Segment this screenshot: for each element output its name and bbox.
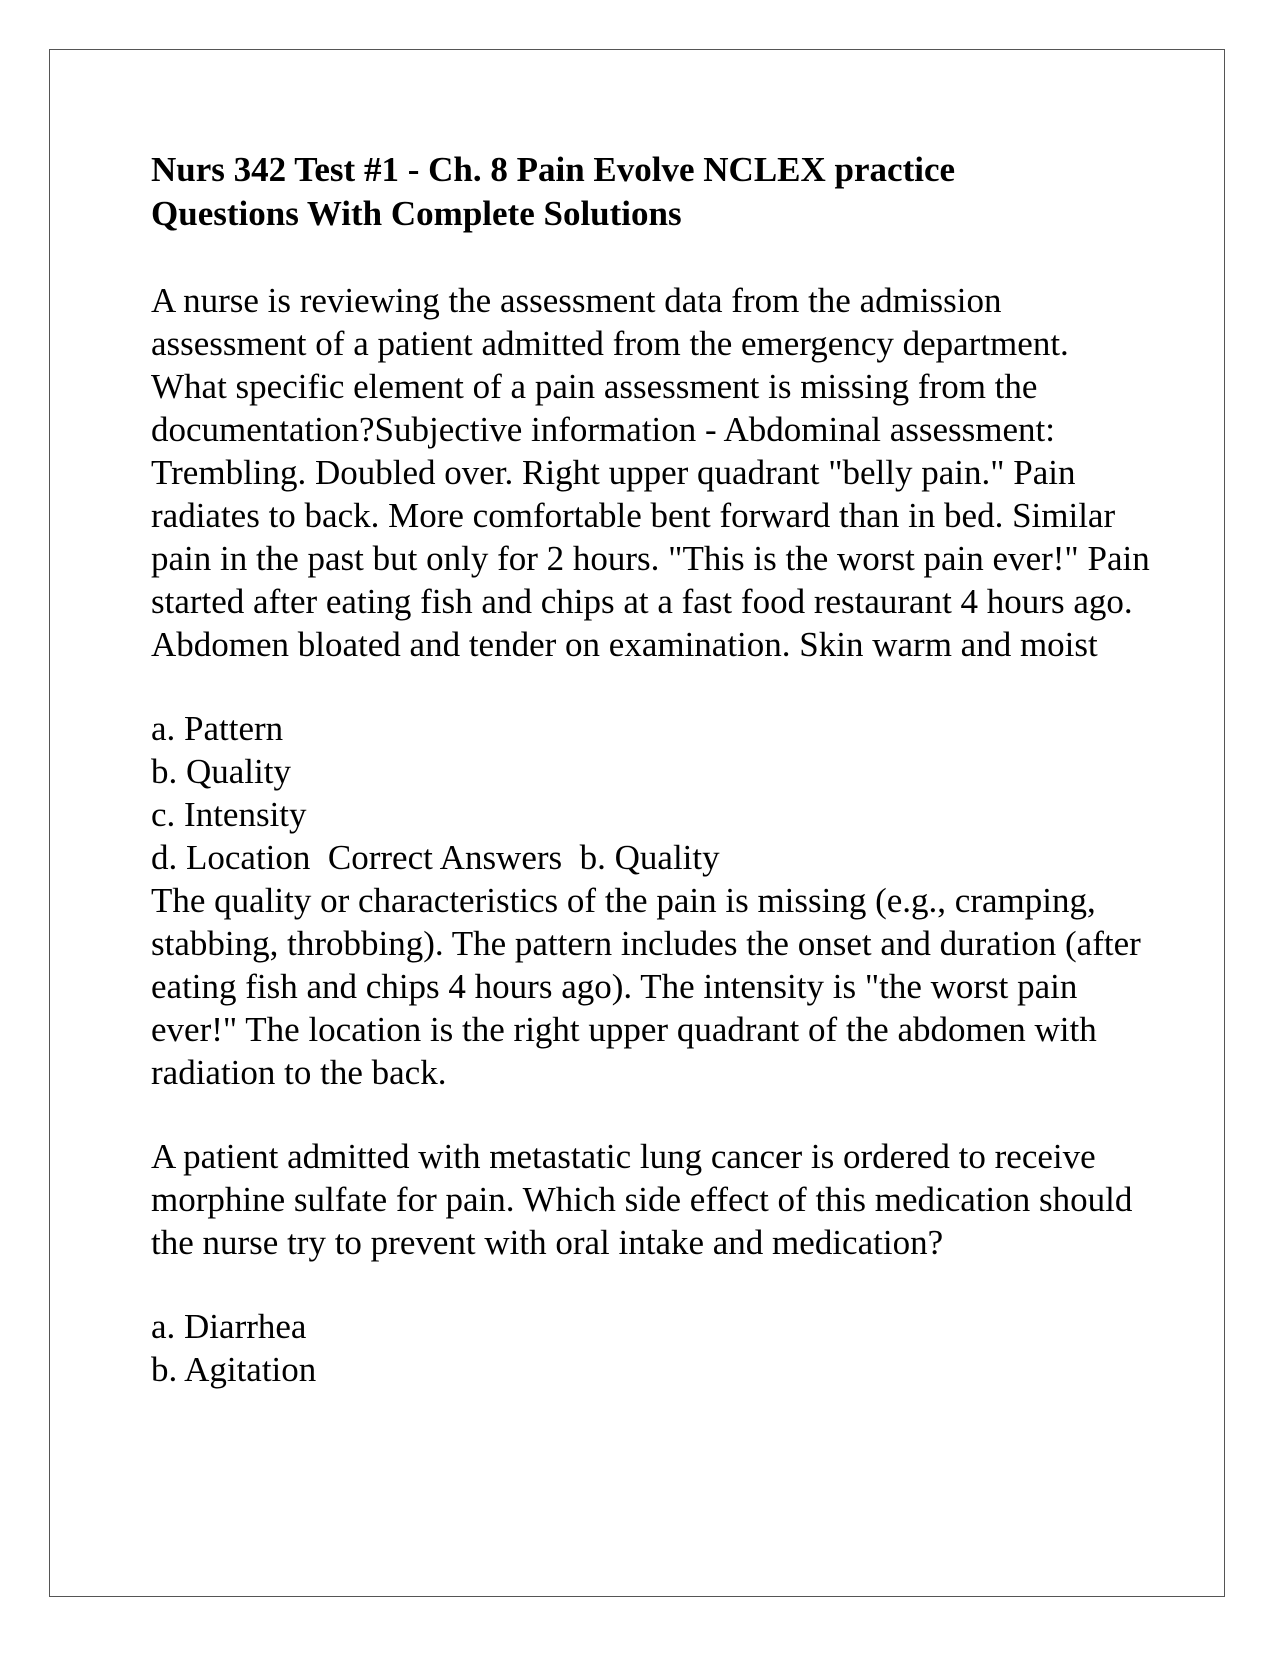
document-title-line-2: Questions With Complete Solutions — [151, 194, 682, 233]
document-title-line-1: Nurs 342 Test #1 - Ch. 8 Pain Evolve NCLEX practice — [151, 150, 956, 189]
question-1-rationale: The quality or characteristics of the pain is missing (e.g., cramping, stabbing, throbbing). The pattern includes the onset and duration (after eating fish and chips 4 hours ago). The intensity is "the worst pain ever!" The location is the right upper quadrant of the abdomen with radiation to the back. — [151, 881, 1141, 1092]
question-2-options — [151, 1305, 1151, 1391]
question-1-option-a: a. Pattern — [151, 709, 284, 748]
question-1-option-b: b. Quality — [151, 752, 291, 791]
document-title — [151, 148, 1151, 236]
question-1-option-c: c. Intensity — [151, 795, 307, 834]
question-1-stem: A nurse is reviewing the assessment data from the admission assessment of a patient admitted from the emergency department. What specific element of a pain assessment is missing from the documentation?Subjective information - Abdominal assessment: Trembling. Doubled over. Right upper quadrant "belly pain." Pain radiates to back. More comfortable bent forward than in bed. Similar pain in the past but only for 2 hours. "This is the worst pain ever!" Pain started after eating fish and chips at a fast food restaurant 4 hours ago. Abdomen bloated and tender on examination. Skin warm and moist — [151, 281, 1150, 664]
document-body — [151, 148, 1151, 1391]
question-1-options — [151, 707, 1151, 879]
question-2-stem: A patient admitted with metastatic lung cancer is ordered to receive morphine sulfate for pain. Which side effect of this medication should the nurse try to prevent with oral intake and medication? — [151, 1137, 1133, 1262]
question-2-option-a: a. Diarrhea — [151, 1307, 307, 1346]
question-2-option-b: b. Agitation — [151, 1350, 317, 1389]
question-1-option-d-and-answer: d. Location Correct Answers b. Quality — [151, 838, 720, 877]
